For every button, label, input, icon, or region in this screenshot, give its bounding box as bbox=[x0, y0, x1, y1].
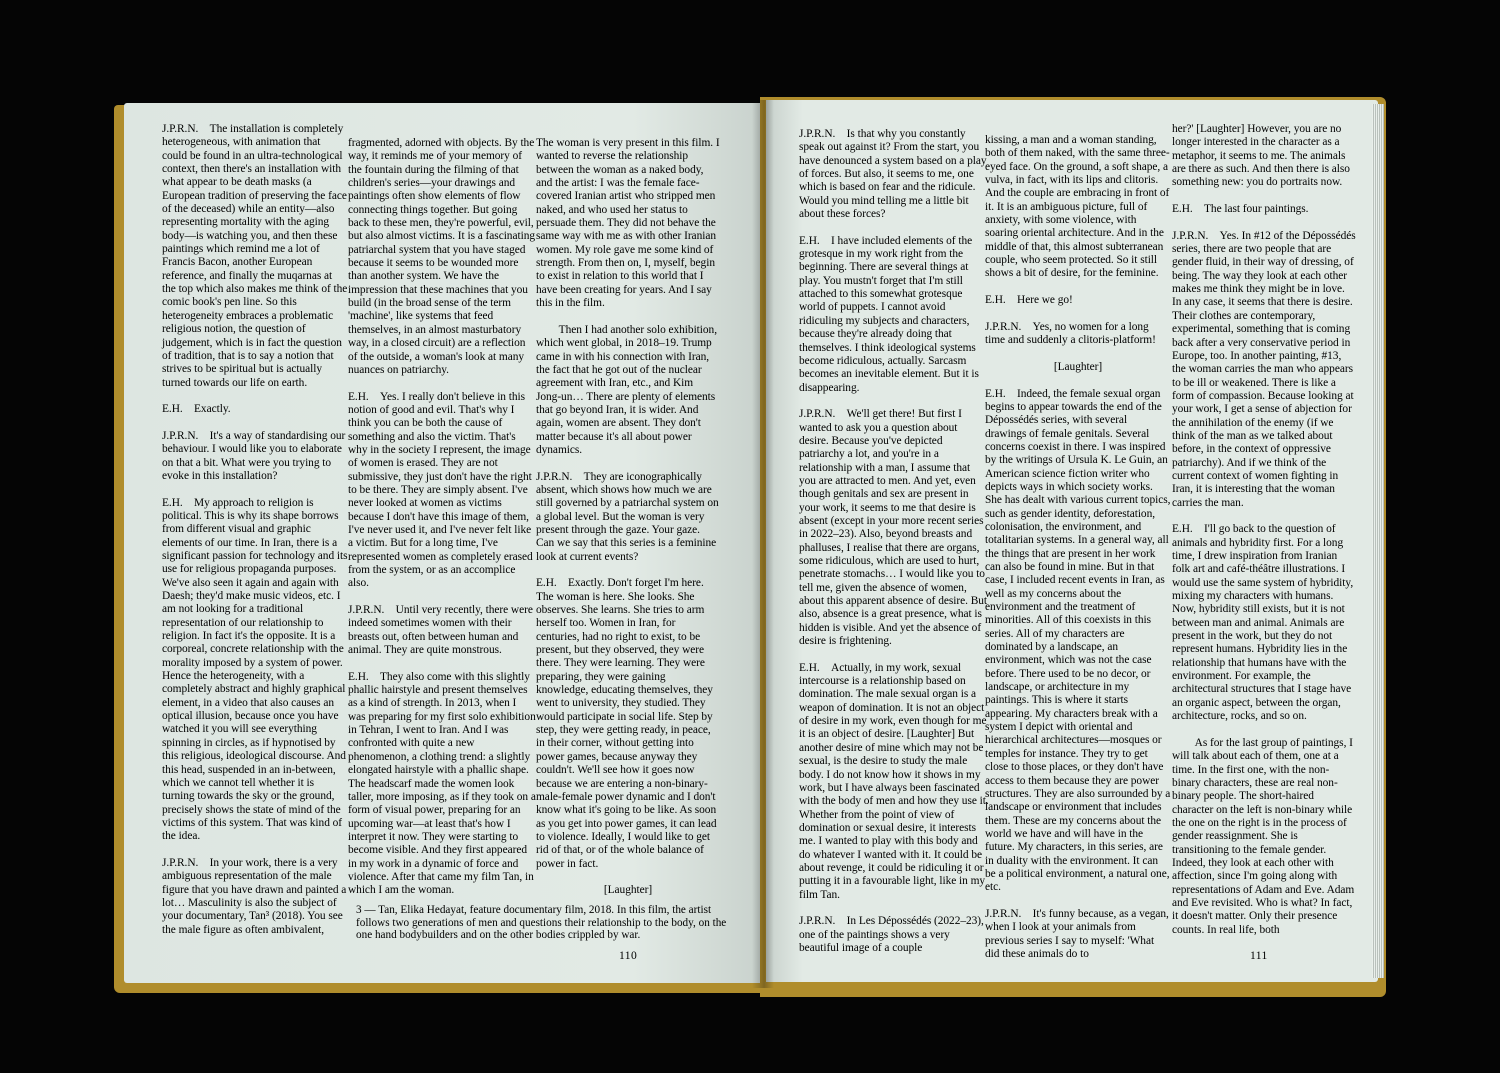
left-page-column-1 bbox=[162, 123, 348, 937]
footnote: 3 — Tan, Elika Hedayat, feature documentary film, 2018. In this film, the artist follows two generations of men and questions their relationship to the body, on the one hand bodybuilders and on the other bodies crippled by war. bbox=[356, 904, 727, 942]
paragraph: J.P.R.N. It's funny because, as a vegan, when I look at your animals from previous series I say to myself: 'What did these animals do to bbox=[985, 907, 1169, 960]
laughter-line: [Laughter] bbox=[1053, 360, 1103, 373]
paragraph: E.H. Actually, in my work, sexual intercourse is a relationship based on domination. The male sexual organ is a weapon of domination. It is not an object of desire in my work, even though for me it is an object of desire. [Laughter] But another desire of mine which may not be sexual, is the desire to study the male body. I do not know how it shows in my work, but I have always been fascinated with the body of men and how they use it. Whether from the point of view of domination or sexual desire, it interests me. I wanted to play with this body and do whatever I wanted with it. It could be about revenge, it could be ridiculing it or putting it in a favourable light, like in my film Tan. bbox=[799, 661, 989, 901]
paragraph: J.P.R.N. Yes, no women for a long time and suddenly a clitoris-platform! bbox=[985, 320, 1156, 347]
paragraph: E.H. They also come with this slightly phallic hairstyle and present themselves as a kind of strength. In 2013, when I was preparing for my first solo exhibition in Tehran, I went to Iran. And I was confronted with quite a new phenomenon, a clothing trend: a slightly elongated hairstyle with a phallic shape. The headscarf made the women look taller, more imposing, as if they took on a form of visual power, preparing for an upcoming war—at least that's how I interpret it now. They were starting to become visible. And they first appeared in my work in a dynamic of force and violence. After that came my film Tan, in which I am the woman. bbox=[348, 670, 536, 897]
paragraph: J.P.R.N. Is that why you constantly speak out against it? From the start, you have denounced a system based on a play of forces. But also, it seems to me, one which is based on fear and the ridicule. Would you mind telling me a little bit about these forces? bbox=[799, 128, 987, 221]
page-edges bbox=[1372, 104, 1384, 978]
paragraph: E.H. Indeed, the female sexual organ begins to appear towards the end of the Dépossédés series, with several drawings of female genitals. Several concerns coexist in there. I was inspired by the writings of Ursula K. Le Guin, an American science fiction writer who depicts ways in which society works. She has dealt with various current topics, such as gender identity, deforestation, colonisation, the environment, and totalitarian systems. In a general way, all the things that are present in her work can also be found in mine. But in that case, I included recent events in Iran, as well as my concerns about the environment and the treatment of minorities. All of this coexists in this series. All of my characters are dominated by a landscape, an environment, which was not the case before. There used to be no decor, or landscape, or architecture in my paintings. This is where it starts appearing. My characters break with a system I depict with oriental and hierarchical architectures—mosques or temples for instance. They try to get close to those places, or they don't have access to them because they are power structures. They are also surrounded by a landscape or environment that includes them. These are my concerns about the world we have and will have in the future. My characters, in this series, are in duality with the environment. It can be a political environment, a natural one, etc. bbox=[985, 387, 1171, 894]
paragraph: J.P.R.N. In your work, there is a very ambiguous representation of the male figure that you have drawn and painted a lot… Masculinity is also the subject of your documentary, Tan³ (2018). You see the male figure as often ambivalent, bbox=[162, 856, 347, 936]
paragraph: J.P.R.N. We'll get there! But first I wanted to ask you a question about desire. Because you've depicted patriarchy a lot, and you're in a relationship with a man, I assume that you are attracted to men. And yet, even though genitals and sex are present in your work, it seems to me that desire is absent (except in your more recent series in 2022–23). Also, beyond breasts and phalluses, I realise that there are organs, some ridiculous, which are used to hurt, penetrate stomachs… I would like you to tell me, given the absence of women, about this apparent absence of desire. But also, absence is a great presence, what is hidden is visible. And yet the absence of desire is frightening. bbox=[799, 408, 987, 648]
paragraph: E.H. The last four paintings. bbox=[1172, 203, 1309, 216]
paragraph: J.P.R.N. It's a way of standardising our behaviour. I would like you to elaborate on that a bit. What were you trying to evoke in this installation? bbox=[162, 429, 346, 482]
paragraph: her?' [Laughter] However, you are no longer interested in the character as a metaphor, it seems to me. The animals are there as such. And then there is also something new: you do portraits now. bbox=[1172, 123, 1350, 189]
page-number-right: 111 bbox=[1250, 949, 1268, 962]
paragraph: J.P.R.N. In Les Dépossédés (2022–23), one of the paintings shows a very beautiful image of a couple bbox=[799, 915, 984, 954]
right-page-column-2 bbox=[985, 134, 1171, 961]
paragraph: J.P.R.N. Until very recently, there were indeed sometimes women with their breasts out, often between human and animal. They are quite monstrous. bbox=[348, 604, 533, 657]
book-gutter bbox=[752, 100, 774, 988]
paragraph: E.H. I have included elements of the grotesque in my work right from the beginning. There are several things at play. You mustn't forget that I'm still attached to this somewhat grotesque world of puppets. I cannot avoid ridiculing my subjects and characters, because they're already doing that themselves. I think ideological systems become ridiculous, actually. Sarcasm becomes an inevitable element. But it is disappearing. bbox=[799, 234, 979, 394]
laughter-line: [Laughter] bbox=[603, 884, 653, 897]
paragraph: Then I had another solo exhibition, which went global, in 2018–19. Trump came in with his connection with Iran, the fact that he got out of the nuclear agreement with Iran, etc., and Kim Jong-un… There are plenty of elements that go beyond Iran, it is wider. And again, women are absent. They don't matter because it's all about power dynamics. bbox=[536, 323, 717, 456]
paragraph: E.H. Exactly. Don't forget I'm here. The woman is here. She looks. She observes. She learns. She tries to arm herself too. Women in Iran, for centuries, had no right to exist, to be present, but they observed, they were there. They were learning. They were preparing, they were gaining knowledge, educating themselves, they went to university, they studied. They would participate in social life. Step by step, they were getting ready, in peace, in their corner, without getting into power games, because anyway they couldn't. We'll see how it goes now because we are entering a non-binary-male-female power dynamic and I don't know what it's going to be like. As soon as you get into power games, it can lead to violence. Ideally, I would like to get rid of that, or of the whole balance of power in fact. bbox=[536, 577, 717, 870]
paragraph: fragmented, adorned with objects. By the way, it reminds me of your memory of the fountain during the filming of that children's series—your drawings and paintings often show elements of flow connecting things together. But going back to these men, they're powerful, evil, but also almost victims. It is a fascinating patriarchal system that you have staged because it seems to be wounded more than another system. We have the impression that these machines that you build (in the broad sense of the term 'machine', like systems that feed themselves, in an almost masturbatory way, in a closed circuit) are a reflection of the outside, a woman's look at many nuances on patriarchy. bbox=[348, 137, 535, 376]
left-page-column-2 bbox=[348, 137, 536, 898]
paragraph: E.H. Here we go! bbox=[985, 294, 1073, 307]
paragraph: J.P.R.N. Yes. In #12 of the Dépossédés series, there are two people that are gender fluid, in their way of dressing, of being. The way they look at each other makes me think they might be in love. In any case, it seems that there is desire. Their clothes are contemporary, experimental, something that is coming back after a very conservative period in Europe, too. In another painting, #13, the woman carries the man who appears to be ill or weakened. There is like a form of compassion. Because looking at your work, I get a sense of abjection for the annihilation of the enemy (if we think of the man as we talked about before, in the context of oppressive patriarchy). And if we think of the current context of women fighting in Iran, it is interesting that the woman carries the man. bbox=[1172, 229, 1356, 509]
left-page-column-3 bbox=[536, 137, 720, 898]
page-number-left: 110 bbox=[619, 949, 638, 962]
paragraph: As for the last group of paintings, I will talk about each of them, one at a time. In the first one, with the non-binary characters, these are real non-binary people. The short-haired character on the left is non-binary while the one on the right is in the process of gender reassignment. She is transitioning to the female gender. Indeed, they look at each other with affection, since I'm going along with representations of Adam and Eve. Adam and Eve revisited. Who is what? In fact, it doesn't matter. Only their presence counts. In real life, both bbox=[1172, 736, 1355, 936]
right-page-column-1 bbox=[799, 128, 989, 955]
paragraph: kissing, a man and a woman standing, both of them naked, with the same three-eyed face. On the ground, a soft shape, a vulva, in fact, with its lips and clitoris. And the couple are embracing in front of it. It is an ambiguous picture, full of anxiety, with some violence, with soaring oriental architecture. And in the middle of that, this almost subterranean couple, who seem protected. So it still shows a bit of desire, for the feminine. bbox=[985, 134, 1170, 280]
paragraph: E.H. I'll go back to the question of animals and hybridity first. For a long time, I drew inspiration from Iranian folk art and café-théâtre illustrations. I would use the same system of hybridity, mixing my characters with humans. Now, hybridity still exists, but it is not between man and animal. Animals are present in the work, but they do not represent humans. Hybridity lies in the relationship that humans have with the environment. For example, the architectural structures that I stage have an organic aspect, between the organ, architecture, rocks, and so on. bbox=[1172, 523, 1354, 723]
paragraph: E.H. My approach to religion is political. This is why its shape borrows from different visual and graphic elements of our time. In Iran, there is a significant passion for technology and its use for religious propaganda purposes. We've also seen it again and again with Daesh; they'd make music videos, etc. I am not looking for a traditional representation of our relationship to religion. In fact it's the opposite. It is a corporeal, concrete relationship with the morality imposed by a system of power. Hence the heterogeneity, with a completely abstract and highly graphical element, in a video that also causes an optical illusion, because once you have watched it you will see everything spinning in circles, as if hypnotised by this religious, ideological discourse. And this head, suspended in an in-between, which we cannot tell whether it is turning towards the sky or the ground, precisely shows the state of mind of the victims of this system. That was kind of the idea. bbox=[162, 496, 348, 843]
paragraph: E.H. Exactly. bbox=[162, 403, 231, 416]
paragraph: J.P.R.N. The installation is completely heterogeneous, with animation that could be found in an ultra-technological context, then there's an installation with what appear to be death masks (a European tradition of preserving the face of the deceased) while an entity—also representing mortality with the aging body—is watching you, and then these paintings which remind me a lot of Francis Bacon, another European reference, and finally the muqarnas at the top which also makes me think of the comic book's pen line. So this heterogeneity embraces a problematic religious notion, the question of judgement, which is in fact the question of tradition, that is to say a notion that strives to be spiritual but is actually turned towards our life on earth. bbox=[162, 123, 348, 389]
right-page-column-3 bbox=[1172, 123, 1356, 937]
paragraph: The woman is very present in this film. I wanted to reverse the relationship between the woman as a naked body, and the artist: I was the female face-covered Iranian artist who stripped men naked, and who used her status to persuade them. They did not behave the same way with me as with other Iranian women. My role gave me some kind of strength. From then on, I, myself, begin to exist in relation to this world that I have been creating for years. And I say this in the film. bbox=[536, 137, 720, 310]
paragraph: E.H. Yes. I really don't believe in this notion of good and evil. That's why I think you can be both the cause of something and also the victim. That's why in the society I represent, the image of women is erased. They are not submissive, they just don't have the right to be there. They are simply absent. I've never looked at women as victims because I don't have this image of them, I've never used it, and I've never felt like a victim. But for a long time, I've represented women as completely erased from the system, or as an accomplice also. bbox=[348, 390, 533, 590]
paragraph: J.P.R.N. They are iconographically absent, which shows how much we are still governed by a patriarchal system on a global level. But the woman is very present through the gaze. Your gaze. Can we say that this series is a feminine look at current events? bbox=[536, 470, 719, 563]
